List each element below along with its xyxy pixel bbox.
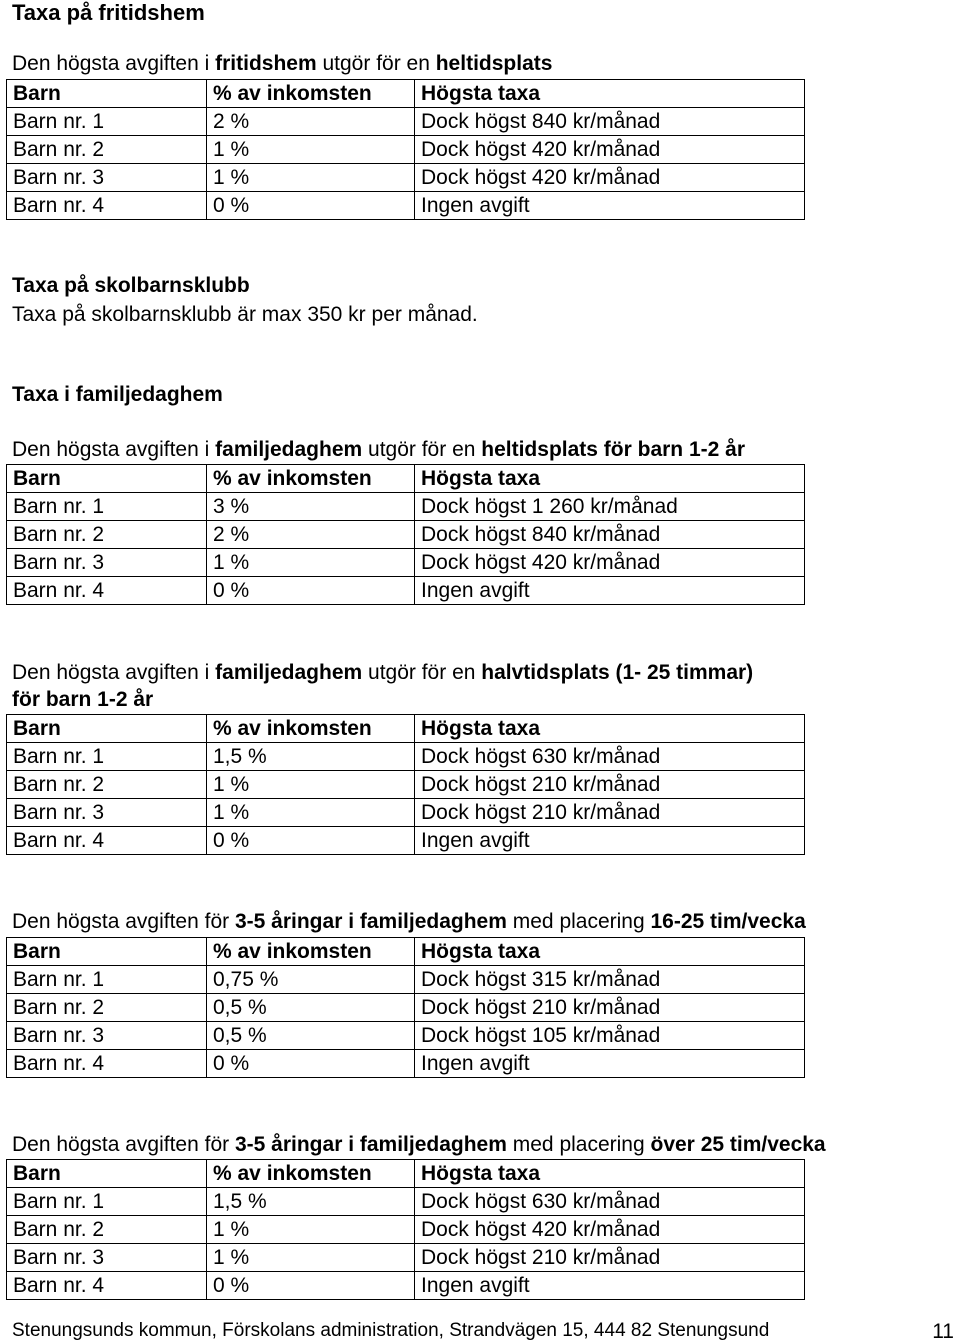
table-cell: 1 %: [207, 136, 415, 164]
intro-text-part: med placering: [506, 1133, 651, 1156]
header-percent: % av inkomsten: [207, 465, 415, 493]
table-cell: Barn nr. 4: [7, 1272, 207, 1300]
table-row: [7, 493, 805, 521]
table-cell: 1 %: [207, 164, 415, 192]
table-header-row: [7, 1160, 805, 1188]
table-cell: Barn nr. 2: [7, 1216, 207, 1244]
table-cell: Barn nr. 3: [7, 164, 207, 192]
table-cell: 3 %: [207, 493, 415, 521]
table-row: [7, 771, 805, 799]
intro-text-part: heltidsplats: [435, 52, 553, 75]
intro-text-part: Den högsta avgiften i: [12, 438, 216, 461]
table-cell: 0,75 %: [207, 966, 415, 994]
table-row: [7, 192, 805, 220]
header-percent: % av inkomsten: [207, 715, 415, 743]
table-header-row: [7, 715, 805, 743]
table-row: [7, 1188, 805, 1216]
table-header-row: [7, 938, 805, 966]
page-footer: Stenungsunds kommun, Förskolans administration, Strandvägen 15, 444 82 Stenungsund: [12, 1320, 770, 1341]
page-number: 11: [932, 1320, 954, 1343]
table-row: [7, 1216, 805, 1244]
table-cell: 0 %: [207, 192, 415, 220]
table-row: [7, 1022, 805, 1050]
table-cell: 1 %: [207, 549, 415, 577]
table-cell: 0 %: [207, 827, 415, 855]
header-percent: % av inkomsten: [207, 938, 415, 966]
table-row: [7, 1272, 805, 1300]
header-barn: Barn: [7, 80, 207, 108]
header-barn: Barn: [7, 715, 207, 743]
table-row: [7, 1244, 805, 1272]
table-cell: Barn nr. 1: [7, 1188, 207, 1216]
table-cell: Dock högst 630 kr/månad: [415, 743, 805, 771]
table-cell: Dock högst 420 kr/månad: [415, 549, 805, 577]
table-cell: Dock högst 210 kr/månad: [415, 799, 805, 827]
table-row: [7, 827, 805, 855]
table-cell: 1,5 %: [207, 1188, 415, 1216]
table-cell: Ingen avgift: [415, 827, 805, 855]
table-row: [7, 799, 805, 827]
table-cell: 1 %: [207, 1216, 415, 1244]
intro-familjedaghem-heltid: [12, 438, 745, 462]
table-header-row: [7, 80, 805, 108]
table-cell: Ingen avgift: [415, 577, 805, 605]
header-max-fee: Högsta taxa: [415, 1160, 805, 1188]
title-skolbarnsklubb: Taxa på skolbarnsklubb: [12, 274, 250, 297]
title-familjedaghem: Taxa i familjedaghem: [12, 383, 223, 406]
intro-text-part: med placering: [506, 910, 651, 933]
header-percent: % av inkomsten: [207, 80, 415, 108]
fee-table-fritidshem: [6, 79, 805, 220]
table-cell: 0 %: [207, 1050, 415, 1078]
header-barn: Barn: [7, 1160, 207, 1188]
intro-text-part: 3-5 åringar i familjedaghem: [234, 910, 507, 933]
intro-text-part: Den högsta avgiften för: [12, 910, 235, 933]
header-max-fee: Högsta taxa: [415, 715, 805, 743]
table-cell: Barn nr. 4: [7, 827, 207, 855]
intro-familjedaghem-halvtid: [12, 661, 753, 685]
fee-table-familjedaghem-halvtid: [6, 714, 805, 855]
table-cell: 1 %: [207, 771, 415, 799]
text-skolbarnsklubb: Taxa på skolbarnsklubb är max 350 kr per månad.: [12, 303, 478, 326]
table-row: [7, 994, 805, 1022]
header-max-fee: Högsta taxa: [415, 80, 805, 108]
table-cell: Barn nr. 2: [7, 136, 207, 164]
table-cell: Dock högst 840 kr/månad: [415, 108, 805, 136]
intro-text-part: 16-25 tim/vecka: [650, 910, 806, 933]
intro-3-5-aringar-over-25: [12, 1133, 826, 1157]
table-cell: Dock högst 420 kr/månad: [415, 136, 805, 164]
table-row: [7, 136, 805, 164]
table-cell: Barn nr. 3: [7, 1244, 207, 1272]
table-row: [7, 577, 805, 605]
table-cell: 2 %: [207, 521, 415, 549]
table-cell: 0,5 %: [207, 994, 415, 1022]
table-cell: Barn nr. 4: [7, 192, 207, 220]
fee-table-3-5-aringar-over-25: [6, 1159, 805, 1300]
table-row: [7, 108, 805, 136]
intro-text-part: Den högsta avgiften för: [12, 1133, 235, 1156]
intro-text-part: för barn 1-2 år: [12, 688, 154, 711]
intro-text-part: 3-5 åringar i familjedaghem: [234, 1133, 507, 1156]
table-cell: Dock högst 840 kr/månad: [415, 521, 805, 549]
intro-familjedaghem-halvtid-line2: [12, 688, 153, 712]
intro-text-part: Den högsta avgiften i: [12, 661, 216, 684]
table-row: [7, 966, 805, 994]
table-cell: 1 %: [207, 1244, 415, 1272]
intro-text-part: fritidshem: [215, 52, 317, 75]
table-cell: Dock högst 1 260 kr/månad: [415, 493, 805, 521]
table-cell: Barn nr. 3: [7, 549, 207, 577]
table-cell: Dock högst 210 kr/månad: [415, 771, 805, 799]
table-row: [7, 549, 805, 577]
intro-text-part: Den högsta avgiften i: [12, 52, 216, 75]
table-cell: Barn nr. 2: [7, 521, 207, 549]
table-row: [7, 164, 805, 192]
intro-text-part: heltidsplats för barn 1-2 år: [481, 438, 745, 461]
intro-text-part: halvtidsplats (1- 25 timmar): [481, 661, 754, 684]
table-cell: Barn nr. 2: [7, 771, 207, 799]
table-cell: Dock högst 630 kr/månad: [415, 1188, 805, 1216]
table-cell: Barn nr. 2: [7, 994, 207, 1022]
fee-table-familjedaghem-heltid: [6, 464, 805, 605]
table-cell: Barn nr. 1: [7, 966, 207, 994]
table-cell: Dock högst 210 kr/månad: [415, 1244, 805, 1272]
table-cell: Ingen avgift: [415, 1050, 805, 1078]
table-cell: 0 %: [207, 1272, 415, 1300]
table-cell: Dock högst 315 kr/månad: [415, 966, 805, 994]
table-cell: Dock högst 420 kr/månad: [415, 1216, 805, 1244]
table-cell: Barn nr. 4: [7, 1050, 207, 1078]
header-barn: Barn: [7, 465, 207, 493]
table-cell: Barn nr. 1: [7, 493, 207, 521]
intro-text-part: familjedaghem: [215, 661, 363, 684]
table-header-row: [7, 465, 805, 493]
header-max-fee: Högsta taxa: [415, 938, 805, 966]
intro-3-5-aringar-16-25: [12, 910, 806, 934]
table-cell: Barn nr. 1: [7, 108, 207, 136]
header-percent: % av inkomsten: [207, 1160, 415, 1188]
table-row: [7, 743, 805, 771]
table-cell: 1 %: [207, 799, 415, 827]
table-row: [7, 521, 805, 549]
table-cell: Barn nr. 4: [7, 577, 207, 605]
intro-text-part: utgör för en: [316, 52, 436, 75]
table-cell: 1,5 %: [207, 743, 415, 771]
table-cell: Ingen avgift: [415, 192, 805, 220]
intro-fritidshem: [12, 52, 552, 76]
table-cell: Barn nr. 1: [7, 743, 207, 771]
table-cell: Ingen avgift: [415, 1272, 805, 1300]
table-cell: 0 %: [207, 577, 415, 605]
header-max-fee: Högsta taxa: [415, 465, 805, 493]
intro-text-part: familjedaghem: [215, 438, 363, 461]
table-cell: 0,5 %: [207, 1022, 415, 1050]
table-cell: Dock högst 420 kr/månad: [415, 164, 805, 192]
table-cell: 2 %: [207, 108, 415, 136]
table-cell: Barn nr. 3: [7, 1022, 207, 1050]
intro-text-part: utgör för en: [362, 438, 482, 461]
header-barn: Barn: [7, 938, 207, 966]
fee-table-3-5-aringar-16-25: [6, 937, 805, 1078]
table-row: [7, 1050, 805, 1078]
title-fritidshem: Taxa på fritidshem: [12, 0, 205, 25]
table-cell: Barn nr. 3: [7, 799, 207, 827]
table-cell: Dock högst 210 kr/månad: [415, 994, 805, 1022]
table-cell: Dock högst 105 kr/månad: [415, 1022, 805, 1050]
intro-text-part: utgör för en: [362, 661, 482, 684]
intro-text-part: över 25 tim/vecka: [650, 1133, 826, 1156]
